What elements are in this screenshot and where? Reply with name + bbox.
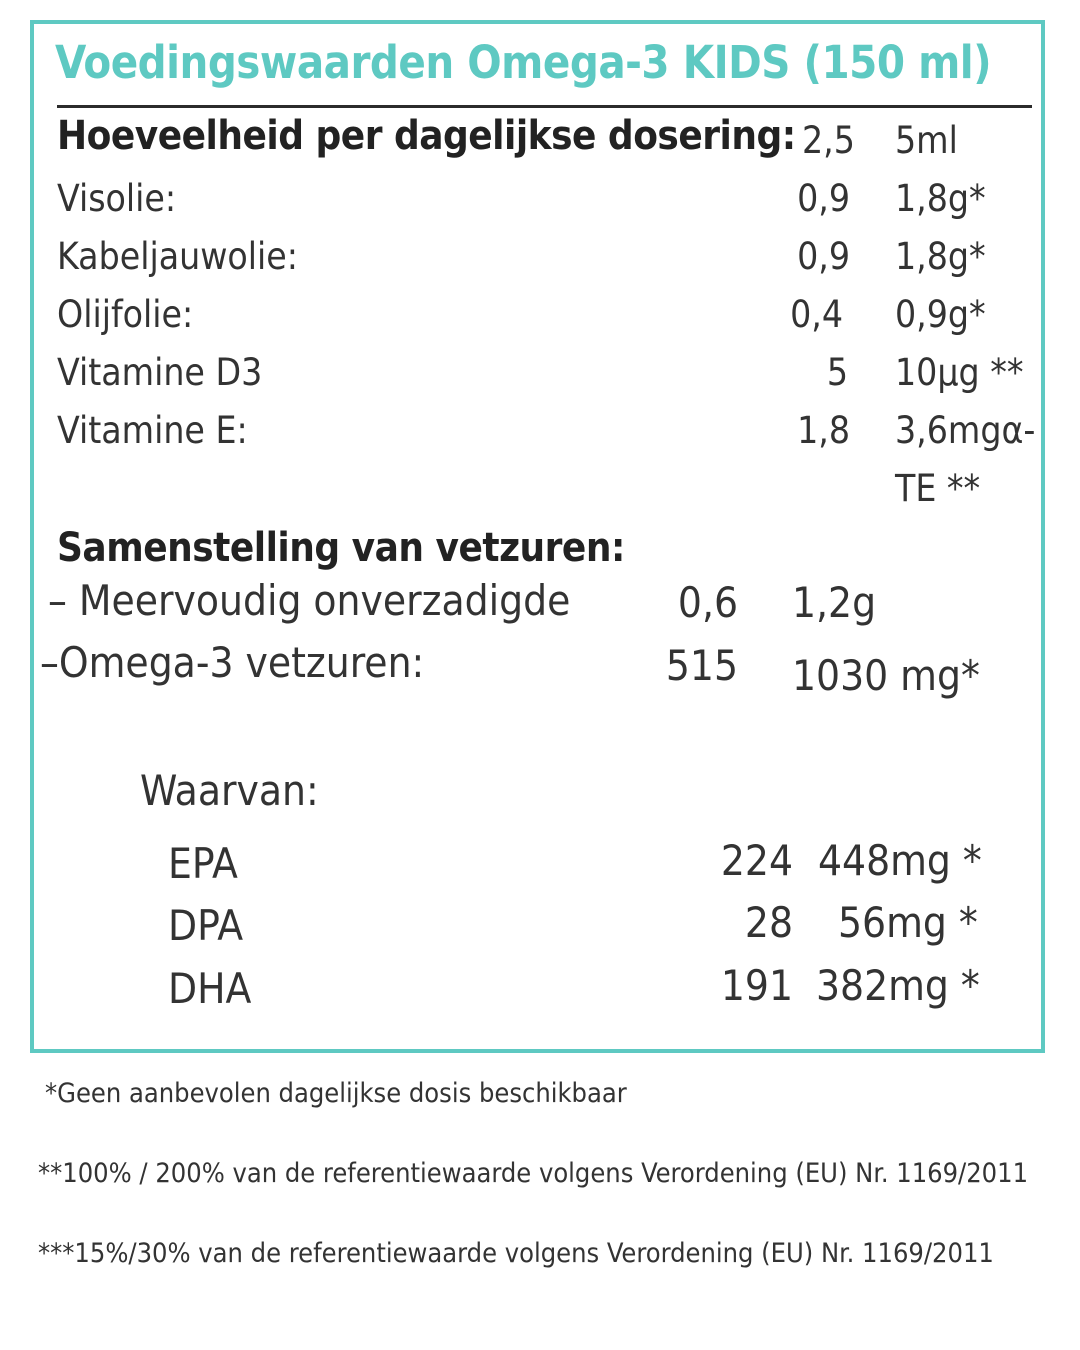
waarvan-value1-dpa: 28	[744, 898, 793, 947]
fatty-value1-omega3: 515	[665, 641, 738, 690]
fatty-value2-omega3: 1030 mg*	[792, 651, 980, 700]
waarvan-label-epa: EPA	[168, 839, 238, 888]
row-value2-kabeljauwolie: 1,8g*	[895, 235, 986, 278]
row-value1-vitamine-d3: 5	[826, 351, 848, 394]
row-label-vitamine-e: Vitamine E:	[57, 409, 248, 452]
row-label-visolie: Visolie:	[57, 177, 177, 220]
row-label-vitamine-d3: Vitamine D3	[57, 351, 263, 394]
footnote-1: *Geen aanbevolen dagelijkse dosis beschikbaar	[45, 1078, 627, 1109]
fatty-value2-meervoudig: 1,2g	[792, 578, 877, 627]
row-value1-vitamine-e: 1,8	[797, 409, 850, 452]
row-value2-vitamine-e: 3,6mgα-	[895, 409, 1036, 452]
footnote-3: ***15%/30% van de referentiewaarde volgens Verordening (EU) Nr. 1169/2011	[38, 1238, 994, 1269]
dose-header-label: Hoeveelheid per dagelijkse dosering:	[57, 113, 796, 159]
waarvan-value1-epa: 224	[720, 836, 793, 885]
row-value2-olijfolie: 0,9g*	[895, 293, 986, 336]
waarvan-label-dpa: DPA	[168, 901, 244, 950]
page-title: Voedingswaarden Omega-3 KIDS (150 ml)	[55, 36, 992, 89]
fatty-label-meervoudig: – Meervoudig onverzadigde	[48, 576, 571, 625]
waarvan-value2-epa: 448mg *	[818, 836, 982, 885]
row-label-olijfolie: Olijfolie:	[57, 293, 194, 336]
row-label-kabeljauwolie: Kabeljauwolie:	[57, 235, 298, 278]
row-value2b-vitamine-e: TE **	[895, 467, 981, 510]
dose-header-col1: 2,5	[802, 119, 855, 162]
waarvan-value2-dha: 382mg *	[816, 961, 980, 1010]
fatty-label-omega3: –Omega-3 vetzuren:	[40, 638, 425, 687]
dose-header-col2: 5ml	[895, 119, 958, 162]
waarvan-value1-dha: 191	[720, 961, 793, 1010]
fatty-acids-heading: Samenstelling van vetzuren:	[57, 525, 625, 571]
fatty-value1-meervoudig: 0,6	[677, 578, 738, 627]
waarvan-value2-dpa: 56mg *	[838, 898, 978, 947]
title-divider	[57, 105, 1032, 108]
waarvan-label: Waarvan:	[140, 766, 319, 815]
waarvan-label-dha: DHA	[168, 964, 252, 1013]
row-value1-kabeljauwolie: 0,9	[797, 235, 850, 278]
row-value1-olijfolie: 0,4	[790, 293, 843, 336]
row-value2-vitamine-d3: 10µg **	[895, 351, 1024, 394]
footnote-2: **100% / 200% van de referentiewaarde volgens Verordening (EU) Nr. 1169/2011	[38, 1158, 1029, 1189]
row-value1-visolie: 0,9	[797, 177, 850, 220]
row-value2-visolie: 1,8g*	[895, 177, 986, 220]
